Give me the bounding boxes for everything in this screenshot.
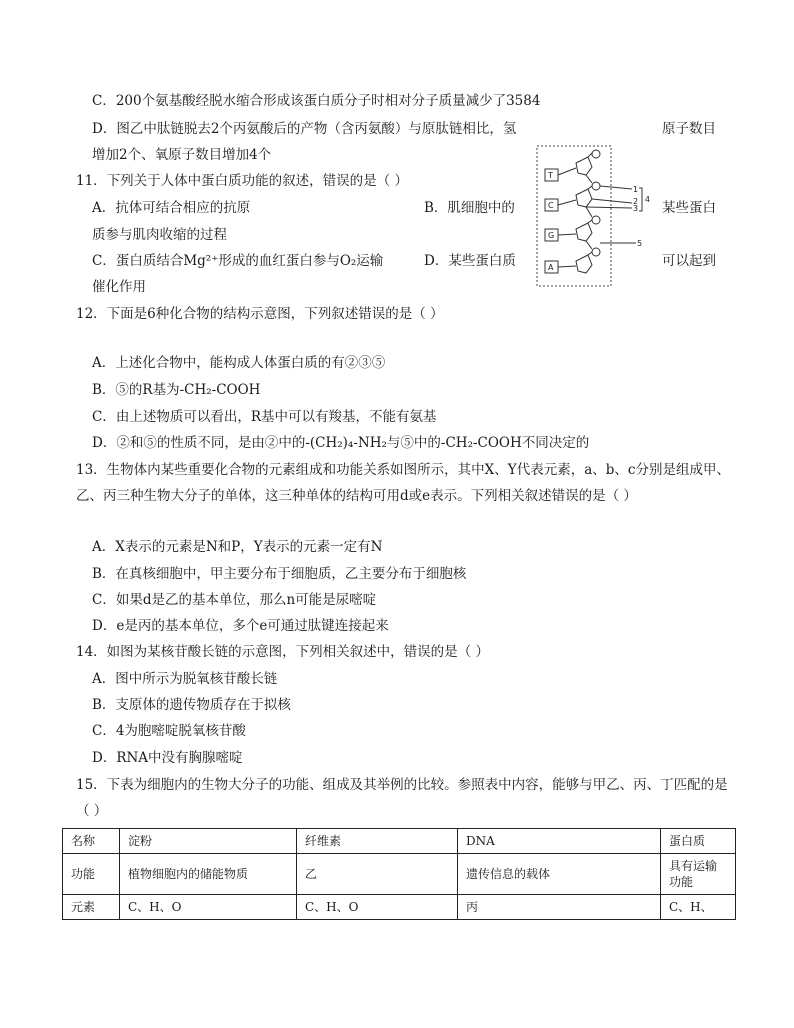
table-cell: 植物细胞内的储能物质	[120, 854, 297, 895]
question-13: 13．生物体内某些重要化合物的元素组成和功能关系如图所示，其中X、Y代表元素，a、b、c分别是组成甲、	[76, 462, 730, 478]
table-cell: 遗传信息的载体	[458, 854, 661, 895]
table-cell: 名称	[63, 829, 120, 854]
table-cell: C、H、O	[120, 895, 297, 920]
line-q10-option-c: C．200个氨基酸经脱水缩合形成该蛋白质分子时相对分子质量减少了3584	[92, 93, 541, 109]
q11-option-b-tail: 某些蛋白	[662, 200, 716, 216]
q12-option-c: C．由上述物质可以看出，R基中可以有羧基，不能有氨基	[92, 409, 437, 425]
q11-option-d-tail: 可以起到	[662, 253, 716, 269]
table-row	[63, 895, 736, 920]
base-label-a: A	[548, 263, 554, 272]
q14-option-a: A．图中所示为脱氧核苷酸长链	[92, 671, 278, 687]
table-cell: C、H、O	[297, 895, 458, 920]
base-label-g: G	[548, 231, 555, 240]
q14-option-b: B．支原体的遗传物质存在于拟核	[92, 697, 291, 713]
q11-option-c: C．蛋白质结合Mg²⁺形成的血红蛋白参与O₂运输	[92, 253, 384, 269]
table-cell: 功能	[63, 854, 120, 895]
q11-option-d: D．某些蛋白质	[424, 253, 516, 269]
table-row	[63, 829, 736, 854]
base-label-t: T	[548, 171, 553, 180]
q11-option-b: B．肌细胞中的	[424, 200, 515, 216]
table-cell: DNA	[458, 829, 661, 854]
question-13-cont: 乙、丙三种生物大分子的单体，这三种单体的结构可用d或e表示。下列相关叙述错误的是（ ）	[76, 488, 637, 504]
label-5: 5	[637, 239, 643, 248]
q11-option-a: A．抗体可结合相应的抗原	[92, 200, 251, 216]
line-q10-option-d: D．图乙中肽链脱去2个丙氨酸后的产物（含丙氨酸）与原肽链相比，氢	[92, 121, 517, 137]
q14-option-d: D．RNA中没有胸腺嘧啶	[92, 750, 243, 766]
question-11: 11．下列关于人体中蛋白质功能的叙述，错误的是（ ）	[76, 173, 408, 189]
base-label-c: C	[548, 201, 554, 210]
backbone	[558, 150, 639, 273]
table-cell: 丙	[458, 895, 661, 920]
comparison-table	[62, 828, 736, 920]
q12-option-a: A．上述化合物中，能构成人体蛋白质的有②③⑤	[92, 355, 386, 371]
label-1: 1	[633, 185, 639, 194]
line-q10-option-d-tail: 原子数目	[662, 121, 716, 137]
q12-option-b: B．⑤的R基为-CH₂-COOH	[92, 382, 261, 398]
question-12: 12．下面是6种化合物的结构示意图，下列叙述错误的是（ ）	[76, 306, 444, 322]
q11-option-b-cont: 质参与肌肉收缩的过程	[92, 227, 227, 243]
nucleotide-chain-diagram	[536, 145, 650, 287]
table-cell: 纤维素	[297, 829, 458, 854]
base-boxes	[545, 169, 558, 273]
number-labels	[633, 185, 650, 248]
table-cell: 元素	[63, 895, 120, 920]
q13-option-c: C．如果d是乙的基本单位，那么n可能是尿嘧啶	[92, 592, 377, 608]
q11-option-d-cont: 催化作用	[92, 279, 146, 295]
label-4: 4	[644, 195, 650, 204]
label-2: 2	[633, 197, 639, 206]
q12-option-d: D．②和⑤的性质不同，是由②中的-(CH₂)₄-NH₂与⑤中的-CH₂-COOH不同决定的	[92, 435, 590, 451]
q13-option-a: A．X表示的元素是N和P，Y表示的元素一定有N	[92, 539, 383, 555]
table-cell: 具有运输功能	[661, 854, 736, 895]
q14-option-c: C．4为胞嘧啶脱氧核苷酸	[92, 723, 246, 739]
q13-option-b: B．在真核细胞中，甲主要分布于细胞质，乙主要分布于细胞核	[92, 566, 467, 582]
table-cell: 淀粉	[120, 829, 297, 854]
table-cell: 蛋白质	[661, 829, 736, 854]
table-cell: 乙	[297, 854, 458, 895]
question-14: 14．如图为某核苷酸长链的示意图，下列相关叙述中，错误的是（ ）	[76, 644, 489, 660]
label-3: 3	[633, 204, 639, 213]
table-cell: C、H、	[661, 895, 736, 920]
line-q10-option-d-cont: 增加2个、氧原子数目增加4个	[92, 147, 272, 163]
question-15: 15．下表为细胞内的生物大分子的功能、组成及其举例的比较。参照表中内容，能够与甲乙、丙、丁匹配的是	[76, 777, 728, 793]
question-15-cont: （ ）	[76, 803, 108, 819]
q13-option-d: D．e是丙的基本单位，多个e可通过肽键连接起来	[92, 618, 389, 634]
table-row	[63, 854, 736, 895]
